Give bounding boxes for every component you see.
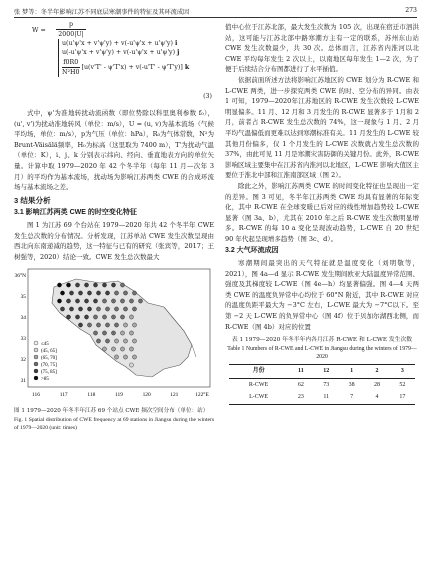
lon-tick-label: 118 <box>87 392 96 399</box>
legend-swatch <box>34 341 38 345</box>
lon-tick-label: 116 <box>32 392 40 399</box>
table-caption-en: Table 1 Numbers of R-CWE and L-CWE in Jiangsu during the winters of 1979—2020 <box>227 345 417 361</box>
station-dot <box>105 307 109 311</box>
lat-tick-label: 34 <box>20 315 26 322</box>
equation-matrix <box>58 39 189 77</box>
legend-swatch <box>34 376 38 380</box>
station-dot <box>78 323 82 327</box>
table-cell: 73 <box>323 381 330 388</box>
lat-tick-label: 36°N <box>14 273 26 280</box>
station-dot <box>84 315 88 319</box>
table-header: 3 <box>400 368 404 374</box>
station-dot <box>69 291 73 295</box>
station-dot <box>105 339 109 343</box>
station-dot <box>129 331 133 335</box>
station-dot <box>114 355 118 359</box>
legend-swatch <box>34 362 38 366</box>
station-dot <box>66 283 70 287</box>
table-cell: L-CWE <box>249 394 269 401</box>
station-map-svg <box>14 265 214 407</box>
station-dot <box>114 339 118 343</box>
table-header: 2 <box>375 368 379 374</box>
station-dot <box>132 339 136 343</box>
fraction-numerator: p <box>56 20 86 30</box>
paragraph: 值中心位于江苏北部，最大发生次数为 105 次，出现在宿迁市泗洪站，这可能与江苏北部中路寒潮方主有一定的联系，苏州东山站 CWE 发生次数最少，共 30 次。总体而言，江苏省内淮河以北 CWE 平均每年发生 2 次以上，以南地区每年发生 1—2 次，为了便于后续结合分布图都进行了水平插值。 <box>225 23 419 74</box>
station-dot <box>66 315 70 319</box>
lat-tick-label: 32 <box>20 357 26 364</box>
station-dot <box>129 299 133 303</box>
lon-tick-label: 120 <box>142 392 151 399</box>
section-heading: 3 结果分析 <box>14 195 51 205</box>
legend-label: ≤45 <box>41 342 49 348</box>
station-dot <box>114 307 118 311</box>
station-dot <box>120 299 124 303</box>
paragraph: 图 1 为江苏 69 个台站在 1979—2020 年共 42 个冬半年 CWE 发生总次数的分布情况。分析发现，江苏单站 CWE 发生次数呈现由西北向东南递减的趋势，这一特征与已有的研究（张宾等，2017；王树强等，2020）结论一致。CWE 发生总次数最大 <box>14 220 214 261</box>
unit-i: i <box>174 40 178 47</box>
station-dot <box>123 291 127 295</box>
equation-row-1: u(u'ψ'x + v'ψ'y) + v(-u'ψ'x + u'ψ'y) <box>62 40 173 47</box>
legend-label: (45, 65] <box>41 349 57 355</box>
table-header: 12 <box>323 368 330 374</box>
equation-number: (3) <box>203 93 212 100</box>
station-dot <box>123 323 127 327</box>
equation-3 <box>14 22 214 108</box>
station-dot <box>111 331 115 335</box>
page-number: 273 <box>405 7 417 14</box>
station-dot <box>120 347 124 351</box>
station-dot <box>57 299 61 303</box>
station-dot <box>114 323 118 327</box>
station-dot <box>132 291 136 295</box>
station-dot <box>75 283 79 287</box>
station-dot <box>60 291 64 295</box>
legend-swatch <box>34 348 38 352</box>
lon-tick-label: 122°E <box>195 392 209 399</box>
table-cell: 28 <box>373 381 380 388</box>
table-cell: 52 <box>399 381 406 388</box>
station-dot <box>93 283 97 287</box>
subsection-heading: 3.1 影响江苏两类 CWE 的时空变化特征 <box>14 209 137 217</box>
station-dot <box>102 299 106 303</box>
station-dot <box>78 307 82 311</box>
table-row <box>229 391 415 404</box>
station-dot <box>129 363 133 367</box>
table-header: 月份 <box>252 368 265 374</box>
station-dot <box>60 307 64 311</box>
station-dot <box>129 347 133 351</box>
station-dot <box>87 323 91 327</box>
station-dot <box>132 323 136 327</box>
paragraph: 式中，ψ'为准地转扰动流函数（即位势除以科里奥利参数 f₀），(u', v')为扰动准地转风（单位：m/s），U = (u, v)为基本流场（气候平均场，单位：m/s），p为气压（单位：hPa），R₀为气体常数，N²为 Brunt-Väisälä频率，H₀为标高（这里取为 7400 m），T'为扰动气温（单位：K），i、j、k 分别表示纬向、经向、垂直地表方向的单位矢量。计算中取 1979—2020 年 42 个冬半年（每年 11 月—次年 3 月）的平均作为基本流场，扰动场为影响江苏两类 CWE 的合成环流场与基本流场之差。 <box>14 109 214 192</box>
figure-1-map <box>14 265 214 407</box>
station-dot <box>93 315 97 319</box>
station-dot <box>123 339 127 343</box>
station-dot <box>102 331 106 335</box>
table-cell: 23 <box>297 394 304 401</box>
equation-fraction <box>56 20 86 40</box>
station-dot <box>111 315 115 319</box>
station-dot <box>105 291 109 295</box>
station-dot <box>84 283 88 287</box>
station-dot <box>102 283 106 287</box>
table-caption-cn: 表 1 1979—2020 年冬半年内各月江苏 R-CWE 和 L-CWE 发生次数 <box>231 337 413 344</box>
station-dot <box>84 299 88 303</box>
lat-tick-label: 31 <box>20 378 26 385</box>
lon-tick-label: 117 <box>59 392 68 399</box>
station-dot <box>138 299 142 303</box>
legend-label: >85 <box>41 377 49 383</box>
station-dot <box>78 291 82 295</box>
equation-lhs: W = <box>32 27 46 34</box>
station-dot <box>123 355 127 359</box>
unit-k: k <box>184 63 190 71</box>
station-dot <box>111 299 115 303</box>
paragraph: 寒潮期间最突出的天气特征就是温度变化（刘明敬等，2021），图 4a—d 显示 R-CWE 发生期间欧亚大陆温度异常范围、强度及其梯度较 L-CWE（图 4e—h）均显著偏强。图 4—4 天两类 CWE 的温度负异常中心均位于 60°N 附近，其中 R-CWE 对应的温度负距平最大为 −3°C 左右，L-CWE 最大为 −7°C以下。至第 −2 天 L-CWE 的负异常中心（图 4f）位于贝加尔湖西北侧，而 R-CWE（图 4b）对应的位置 <box>225 259 419 331</box>
station-dot <box>105 323 109 327</box>
station-dot <box>120 315 124 319</box>
station-dot <box>93 299 97 303</box>
lat-tick-label: 33 <box>20 336 26 343</box>
station-dot <box>96 291 100 295</box>
table-row <box>229 378 415 391</box>
station-dot <box>69 307 73 311</box>
station-dot <box>129 315 133 319</box>
station-dot <box>57 283 61 287</box>
table-cell: 38 <box>348 381 355 388</box>
figure-caption-cn: 图 1 1979—2020 年冬半年江苏 69 个站点 CWE 频次空间分布（单位：站） <box>14 408 209 415</box>
station-dot <box>102 315 106 319</box>
station-dot <box>132 355 136 359</box>
station-dot <box>96 323 100 327</box>
table-header-row <box>229 365 415 379</box>
station-dot <box>120 331 124 335</box>
lon-tick-label: 121 <box>170 392 179 399</box>
fraction-denominator: 2000|U| <box>58 31 84 39</box>
station-dot <box>96 307 100 311</box>
station-dot <box>114 291 118 295</box>
station-dot <box>111 347 115 351</box>
station-dot <box>75 315 79 319</box>
station-dot <box>66 299 70 303</box>
table-cell: 62 <box>297 381 304 388</box>
table-header: 11 <box>298 368 304 374</box>
legend-swatch <box>34 355 38 359</box>
equation-row-2: u(-u'ψ'x + v'ψ'y) + v(-u'ψ'x + u'ψ'y) <box>62 49 176 57</box>
station-dot <box>93 331 97 335</box>
station-dot <box>111 283 115 287</box>
station-dot <box>87 307 91 311</box>
station-dot <box>96 339 100 343</box>
lon-tick-label: 119 <box>115 392 123 399</box>
lat-tick-label: 35 <box>20 294 26 301</box>
running-header <box>14 5 417 18</box>
station-dot <box>102 347 106 351</box>
figure-caption-en: Fig. 1 Spatial distribution of CWE frequency at 69 stations in Jiangsu during the winters of 1979—2020 (unit: times) <box>14 416 214 432</box>
station-dot <box>87 291 91 295</box>
right-column <box>225 22 419 405</box>
row3-denominator: N²H0 <box>62 68 80 76</box>
station-dot <box>75 299 79 303</box>
table-cell: R-CWE <box>248 381 269 388</box>
station-dot <box>120 283 124 287</box>
equation-row-3: [u(v'T' - ψ'T'x) + v(-u'T' - ψ'T'y)] <box>81 63 183 71</box>
legend-label: (65, 70] <box>41 356 57 362</box>
row3-numerator: f0R0 <box>62 58 80 68</box>
legend-label: (70, 75] <box>41 363 57 369</box>
subsection-heading: 3.2 大气环流成因 <box>225 247 279 255</box>
paragraph: 依据前面所述方法将影响江苏地区的 CWE 划分为 R-CWE 和 L-CWE 两类，进一步探究两类 CWE 的时、空分布的异同。由表 1 可知，1979—2020年江苏地区的 R-CWE 发生次数较 L-CWE 明显偏多。11 月、12 月和 3 月发生的 R-CWE 显著多于 1月和 2 月，前者占 R-CWE 发生总次数的 74%，这一现象与 1 月、2 月平均气温偏低而更难以达到寒潮标准有关。11 月发生的 L-CWE 较其他月份偏多，仅 1 个月发生的 L-CWE 次数就占发生总次数的 37%，由此可见 11 月是寒潮灾害防御的关键月份。此外，R-CWE 影响区域主要集中在江苏省内淮河以北地区，L-CWE 影响大值区主要位于淮北中部和江淮南部区域（图 2）。 <box>225 75 419 180</box>
paragraph: 除此之外，影响江苏两类 CWE 的时间变化特征也呈现出一定的差异。图 3 可见，冬半年江苏两类 CWE 均具有显著的年际变化，其中 R-CWE 在全球变暖已后对应的线性增加趋势较 L-CWE 显著（图 3a、b），尤其在 2010 年之后 R-CWE 发生次数明显增多。R-CWE 的每 10 a 变化呈现波动趋势，L-CWE 自 20 世纪 90 年代起呈现增多趋势（图 3c、d）。 <box>225 181 419 243</box>
table-cell: 11 <box>323 394 330 401</box>
station-dot <box>132 307 136 311</box>
table-cell: 7 <box>350 394 354 401</box>
station-dot <box>123 307 127 311</box>
unit-j: j <box>177 49 180 57</box>
table-header: 1 <box>350 368 354 374</box>
left-column <box>14 22 214 433</box>
table-cell: 17 <box>399 394 406 401</box>
table-1 <box>229 364 415 405</box>
table-cell: 4 <box>375 394 379 401</box>
legend-label: (75, 85] <box>41 370 57 376</box>
header-title: 张 梦等：冬半年影响江苏不同底层寒潮事件的特征及其环流成因 <box>14 9 190 16</box>
legend-swatch <box>34 369 38 373</box>
